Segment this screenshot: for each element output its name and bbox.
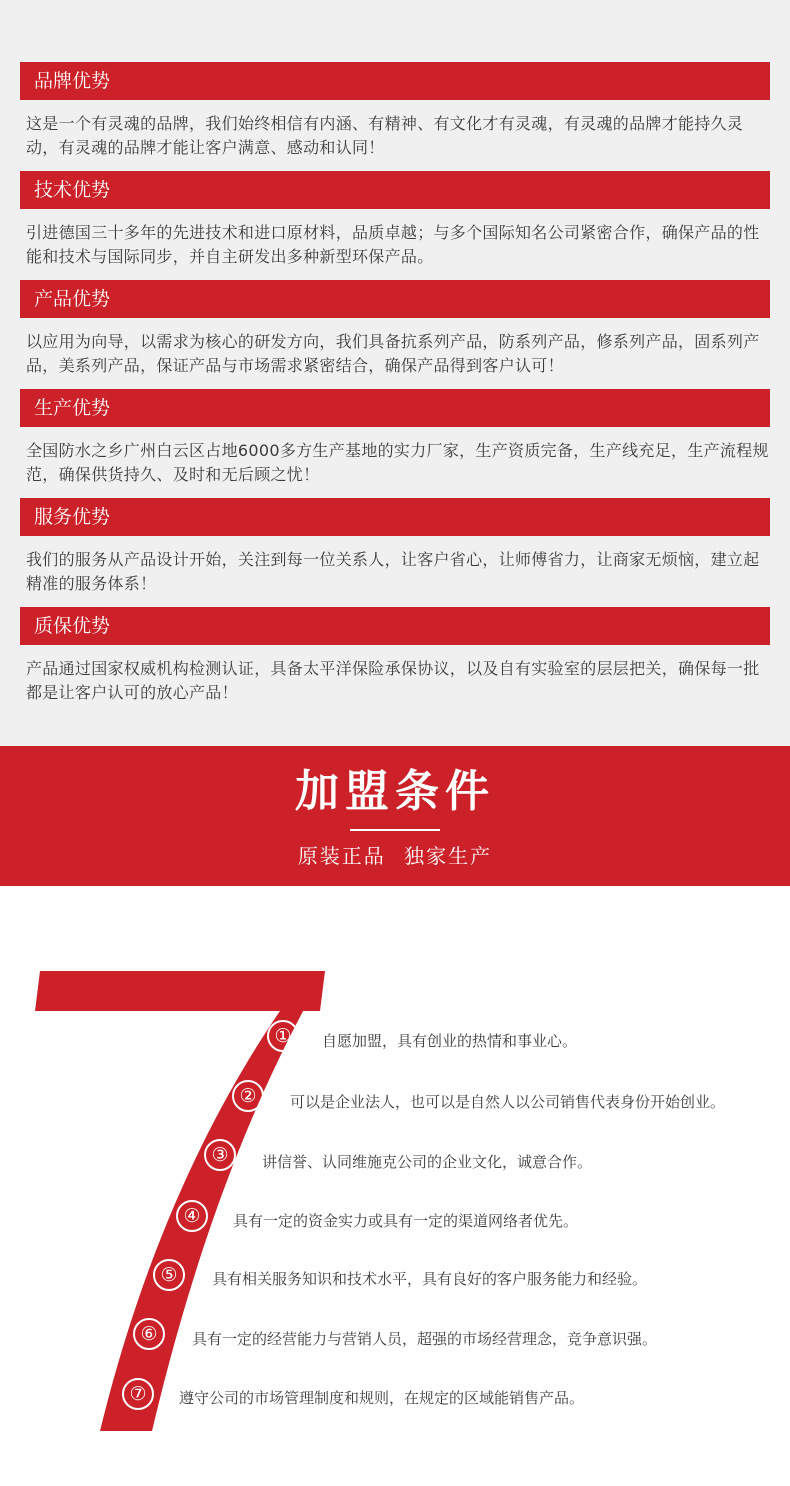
service-advantage-title: 服务优势 <box>20 498 770 536</box>
condition-1-number: ① <box>267 1020 299 1052</box>
condition-2-number: ② <box>232 1080 264 1112</box>
banner-divider <box>350 829 440 831</box>
product-advantage-title: 产品优势 <box>20 280 770 318</box>
condition-6-text: 具有一定的经营能力与营销人员，超强的市场经营理念，竞争意识强。 <box>192 1330 658 1348</box>
condition-6-number: ⑥ <box>133 1318 165 1350</box>
product-advantage-text: 以应用为向导，以需求为核心的研发方向，我们具备抗系列产品，防系列产品，修系列产品，固系列产品，美系列产品，保证产品与市场需求紧密结合，确保产品得到客户认可！ <box>26 332 760 375</box>
franchise-banner <box>0 746 790 886</box>
tech-advantage-title: 技术优势 <box>20 171 770 209</box>
banner-title: 加盟条件 <box>295 766 495 817</box>
condition-4-text: 具有一定的资金实力或具有一定的渠道网络者优先。 <box>233 1212 579 1230</box>
condition-3-text: 讲信誉、认同维施克公司的企业文化，诚意合作。 <box>262 1153 593 1171</box>
warranty-advantage-title: 质保优势 <box>20 607 770 645</box>
banner-subtitle: 原装正品 独家生产 <box>297 844 493 868</box>
brand-advantage-text: 这是一个有灵魂的品牌，我们始终相信有内涵、有精神、有文化才有灵魂，有灵魂的品牌才能持久灵动，有灵魂的品牌才能让客户满意、感动和认同！ <box>26 114 744 157</box>
brand-advantage-title: 品牌优势 <box>20 62 770 100</box>
production-advantage-text: 全国防水之乡广州白云区占地6000多方生产基地的实力厂家，生产资质完备，生产线充足，生产流程规范，确保供货持久、及时和无后顾之忧！ <box>26 441 769 484</box>
condition-2-text: 可以是企业法人，也可以是自然人以公司销售代表身份开始创业。 <box>290 1093 726 1111</box>
warranty-advantage-text: 产品通过国家权威机构检测认证，具备太平洋保险承保协议，以及自有实验室的层层把关，确保每一批都是让客户认可的放心产品！ <box>26 659 760 702</box>
production-advantage-title: 生产优势 <box>20 389 770 427</box>
tech-advantage-text: 引进德国三十多年的先进技术和进口原材料，品质卓越；与多个国际知名公司紧密合作，确保产品的性能和技术与国际同步，并自主研发出多种新型环保产品。 <box>26 223 760 266</box>
condition-7-text: 遵守公司的市场管理制度和规则，在规定的区域能销售产品。 <box>179 1389 585 1407</box>
condition-7-number: ⑦ <box>122 1378 154 1410</box>
condition-5-text: 具有相关服务知识和技术水平，具有良好的客户服务能力和经验。 <box>212 1270 648 1288</box>
service-advantage-text: 我们的服务从产品设计开始，关注到每一位关系人，让客户省心，让师傅省力，让商家无烦恼，建立起精准的服务体系！ <box>26 550 760 593</box>
condition-4-number: ④ <box>176 1200 208 1232</box>
condition-1-text: 自愿加盟，具有创业的热情和事业心。 <box>322 1032 578 1050</box>
condition-5-number: ⑤ <box>153 1259 185 1291</box>
seven-top-bar <box>35 971 325 1011</box>
condition-3-number: ③ <box>204 1139 236 1171</box>
